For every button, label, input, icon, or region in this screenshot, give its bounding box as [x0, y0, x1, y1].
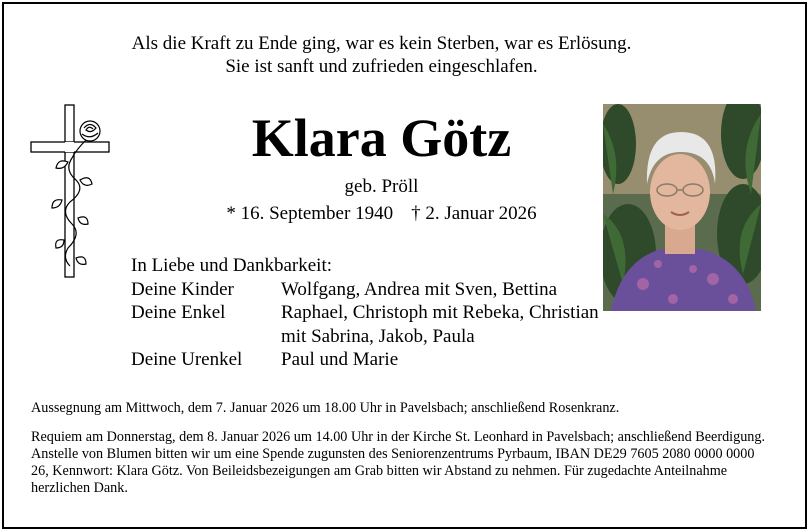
- family-relation: Deine Kinder: [131, 278, 234, 300]
- family-names: Wolfgang, Andrea mit Sven, Bettina: [281, 278, 558, 300]
- family-row: [131, 278, 611, 302]
- family-names: Raphael, Christoph mit Rebeka, Christian mit Sabrina, Jakob, Paula: [281, 302, 599, 347]
- family-names: Paul und Marie: [281, 349, 399, 370]
- quote: [0, 32, 763, 78]
- family-row: [131, 348, 611, 372]
- birth-name: geb. Pröll: [344, 176, 419, 197]
- family-relation: Deine Enkel: [131, 302, 226, 323]
- family-section: [131, 254, 611, 372]
- death-date: † 2. Januar 2026: [411, 203, 537, 224]
- quote-line-2: Sie ist sanft und zufrieden eingeschlafen.: [225, 56, 538, 77]
- family-relation: Deine Urenkel: [131, 349, 243, 370]
- requiem-notice: Requiem am Donnerstag, dem 8. Januar 2026 um 14.00 Uhr in der Kirche St. Leonhard in Pavelsbach; anschließend Beerdigung. Anstelle von Blumen bitten wir um eine Spende zugunsten des Seniorenzentrums Pyrbaum, IBAN DE29 7605 2080 0000 0000 26, Kennwort: Klara Götz. Von Beileidsbezeigungen am Grab bitten wir Abstand zu nehmen. Für zugedachte Anteilnahme herzlichen Dank.: [31, 429, 766, 496]
- family-intro: In Liebe und Dankbarkeit:: [131, 255, 333, 276]
- portrait-photo: [603, 104, 761, 311]
- birth-date: * 16. September 1940: [226, 203, 394, 224]
- blessing-notice: Aussegnung am Mittwoch, dem 7. Januar 2026 um 18.00 Uhr in Pavelsbach; anschließend Rosenkranz.: [31, 400, 620, 416]
- deceased-name: Klara Götz: [251, 108, 512, 168]
- quote-line-1: Als die Kraft zu Ende ging, war es kein Sterben, war es Erlösung.: [131, 33, 632, 54]
- family-row: [131, 301, 611, 348]
